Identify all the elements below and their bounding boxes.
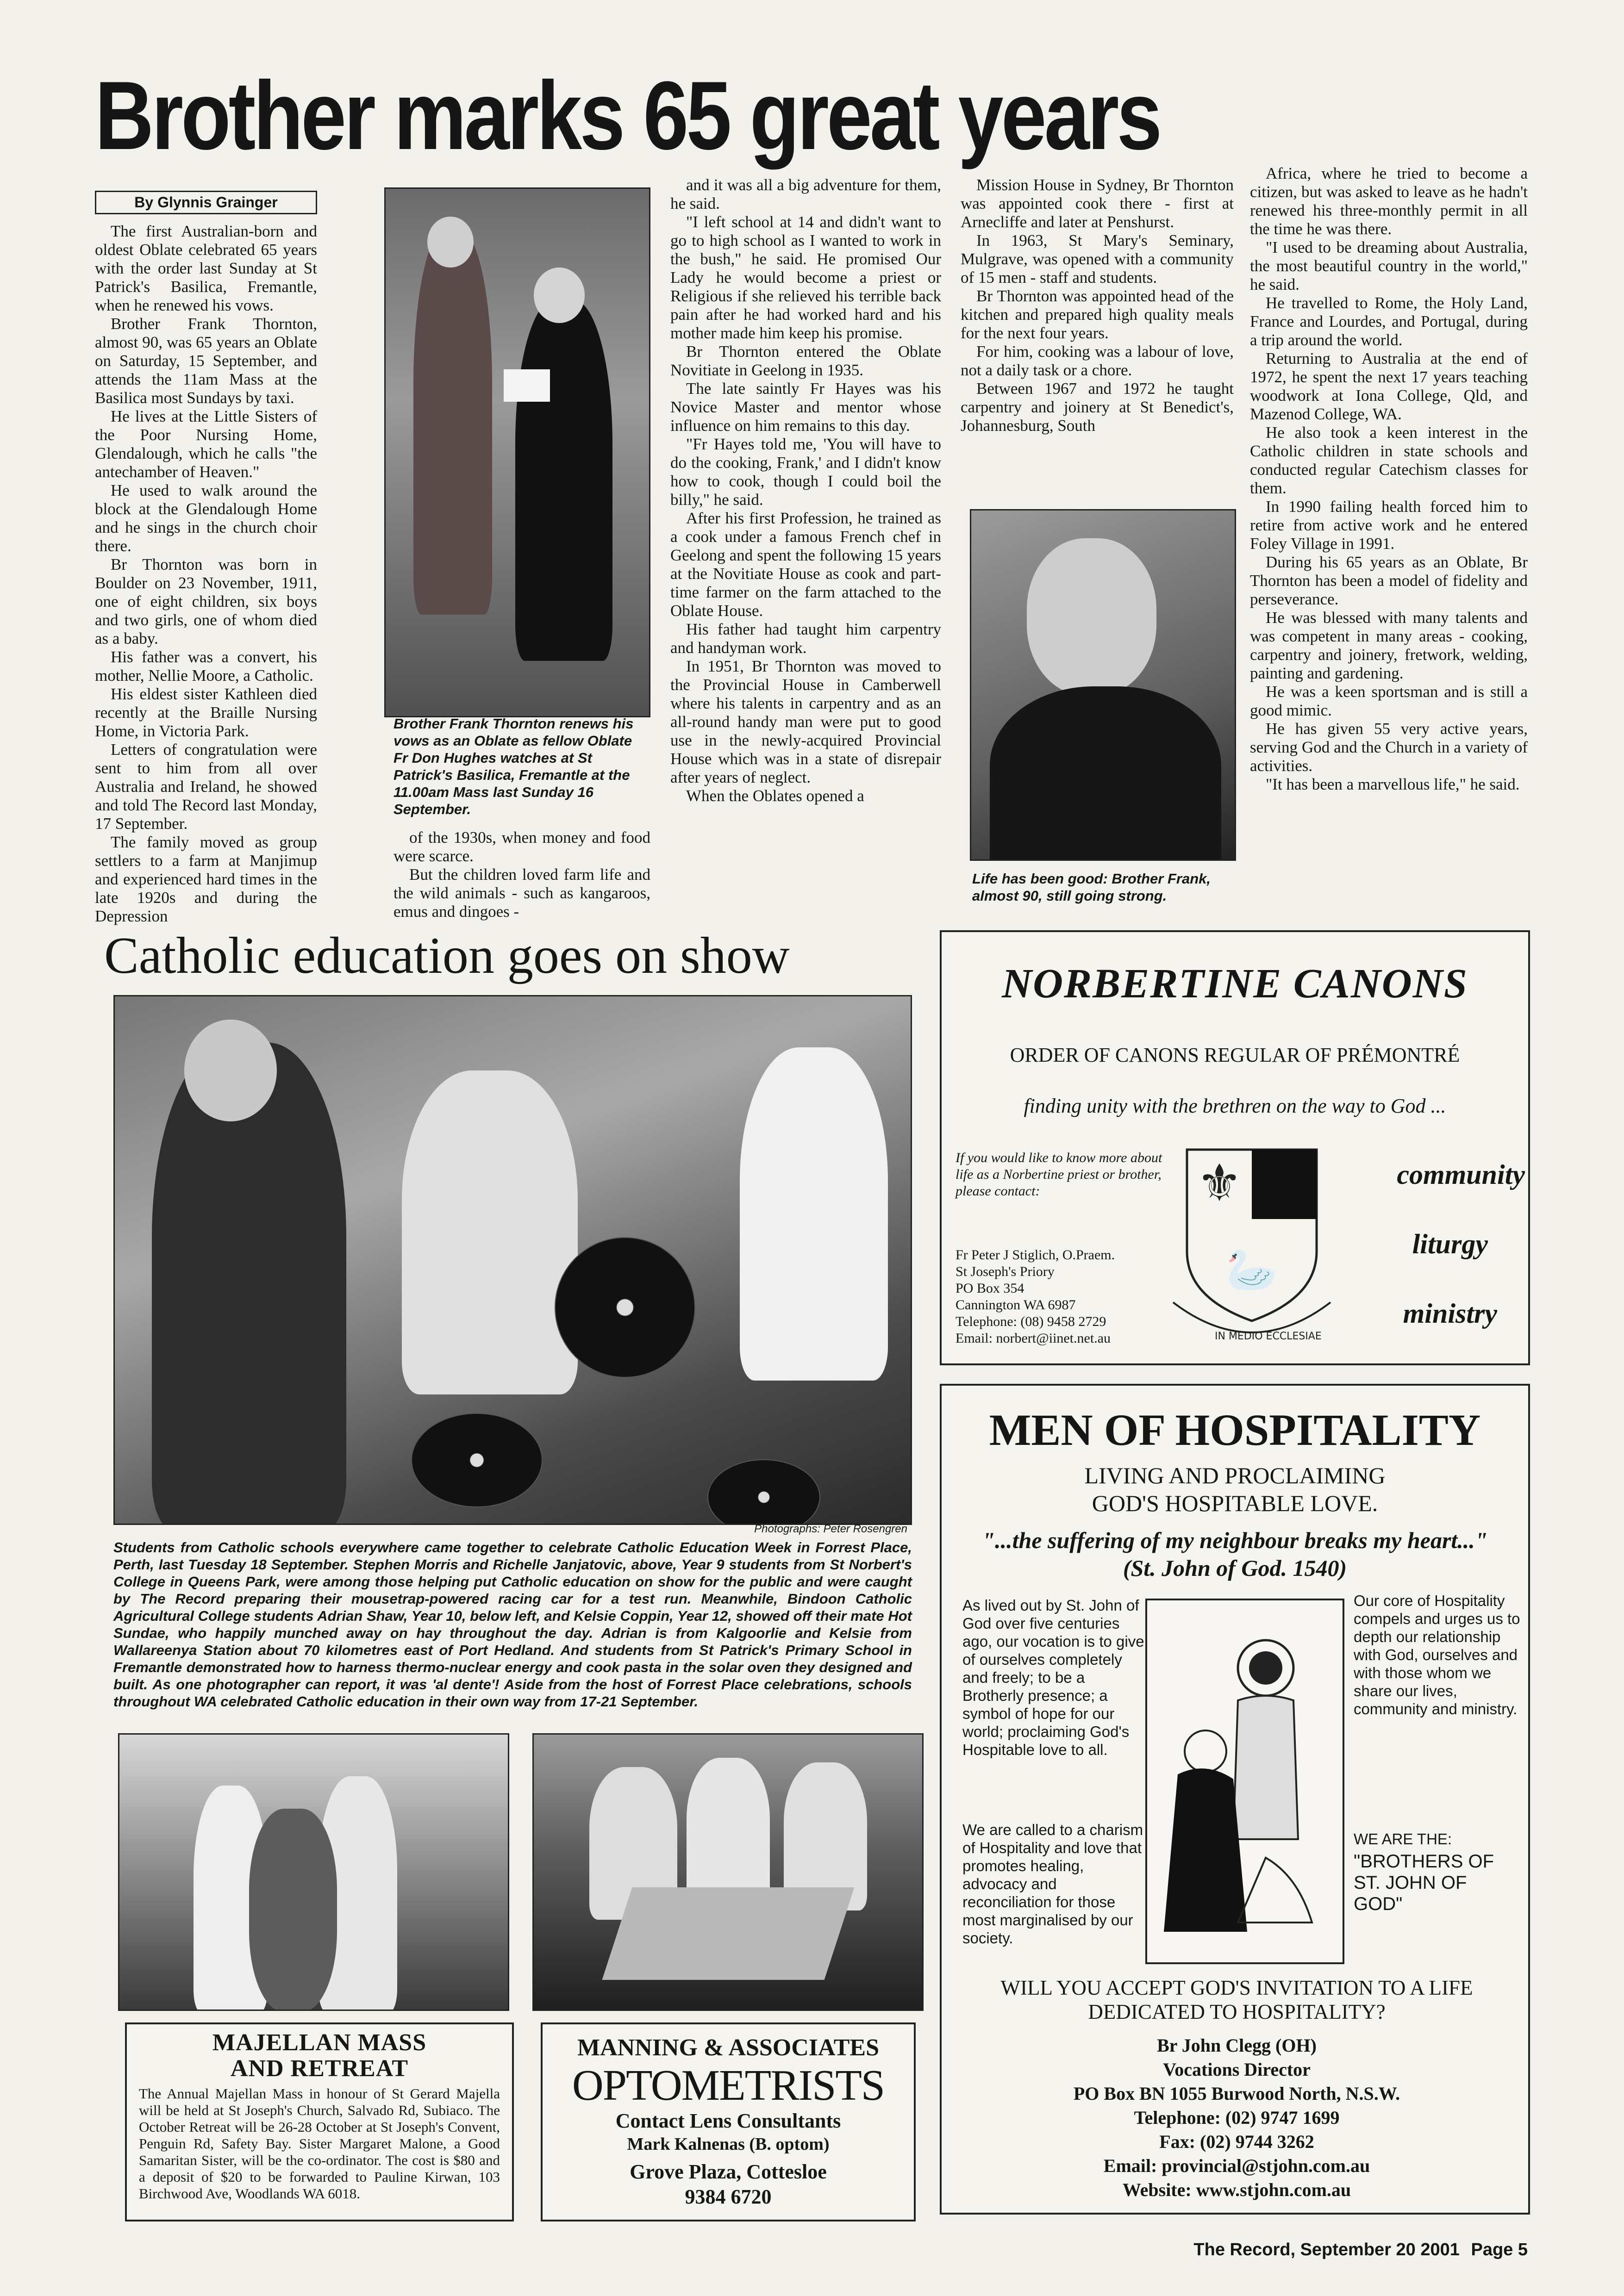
paragraph: The family moved as group settlers to a farm at Manjimup and experienced hard times in the late 1920s and during the Depression <box>95 833 317 925</box>
st-john-of-god-icon <box>1145 1599 1344 1964</box>
paragraph: Br Thornton entered the Oblate Novitiate in Geelong in 1935. <box>670 342 941 379</box>
paragraph: His father was a convert, his mother, Nellie Moore, a Catholic. <box>95 648 317 684</box>
opt-line5: Grove Plaza, Cottesloe <box>630 2160 827 2183</box>
norbertine-word-community: community <box>1397 1159 1525 1190</box>
paragraph: He was blessed with many talents and was competent in many areas - cooking, carpentry and joinery, fretwork, welding, painting and gardening. <box>1250 609 1528 682</box>
opt-line4: Mark Kalnenas (B. optom) <box>627 2134 830 2154</box>
paragraph: But the children loved farm life and the wild animals - such as kangaroos, emus and dingoes - <box>394 865 650 921</box>
majellan-title-1: MAJELLAN MASS <box>212 2029 427 2056</box>
paragraph: Returning to Australia at the end of 1972, he spent the next 17 years teaching woodwork at Iona College, Qld, and Mazenod College, WA. <box>1250 349 1528 423</box>
majellan-title-2: AND RETREAT <box>230 2055 409 2082</box>
article-col2 <box>394 828 650 921</box>
paragraph: The late saintly Fr Hayes was his Novice Master and mentor whose influence on him remains to this day. <box>670 380 941 435</box>
hospitality-subtitle1: LIVING AND PROCLAIMING <box>1084 1462 1386 1488</box>
paragraph: After his first Profession, he trained as a cook under a famous French chef in Geelong and spent the following 15 years at the Novitiate House as cook and part-time farmer on the farm attached to the Oblate House. <box>670 509 941 620</box>
contact-line: Fax: (02) 9744 3262 <box>1159 2131 1314 2152</box>
optometrists-ad <box>541 2022 916 2221</box>
contact-line: Email: provincial@stjohn.com.au <box>1103 2155 1370 2176</box>
paragraph: "It has been a marvellous life," he said. <box>1266 775 1520 793</box>
opt-line2: OPTOMETRISTS <box>572 2061 885 2109</box>
norbertine-title: NORBERTINE CANONS <box>1002 961 1468 1007</box>
paragraph: Between 1967 and 1972 he taught carpentry and joinery at St Benedict's, Johannesburg, South <box>961 380 1234 435</box>
photo-solar-oven <box>532 1733 924 2011</box>
contact-line: Cannington WA 6987 <box>956 1297 1076 1313</box>
opt-line6: 9384 6720 <box>685 2185 772 2208</box>
photo-mousetrap-car <box>113 995 912 1525</box>
contact-line: Telephone: (02) 9747 1699 <box>1134 2107 1340 2128</box>
contact-line: PO Box 354 <box>956 1281 1024 1296</box>
byline: By Glynnis Grainger <box>95 191 317 214</box>
education-caption: Students from Catholic schools everywhere came together to celebrate Catholic Education Week in Forrest Place, Perth, last Tuesday 18 September. Stephen Morris and Richelle Janjatovic, above, Year 9 students from St Norbert's College in Queens Park, were among those helping put Catholic education on show for the public and were caught by The Record preparing their mousetrap-powered racing car for a test run. Meanwhile, Bindoon Catholic Agricultural College students Adrian Shaw, Year 10, below left, and Kelsie Coppin, Year 12, showed off their mate Hot Sundae, who happily munched away on hay throughout the day. Adrian is from Kalgoorlie and Kelsie from Wallareenya Station about 70 kilometres east of Port Hedland. And students from St Patrick's Primary School in Fremantle demonstrated how to harness thermo-nuclear energy and cook pasta in the solar oven they designed and built. As one photographer can report, it was 'al dente'! Aside from the host of Forrest Place celebrations, schools throughout WA celebrated Catholic education in their own way from 17-21 September. <box>113 1539 912 1710</box>
paragraph: He travelled to Rome, the Holy Land, France and Lourdes, and Portugal, during a trip around the world. <box>1250 294 1528 349</box>
norbertine-ad <box>940 930 1530 1365</box>
education-headline: Catholic education goes on show <box>104 927 790 984</box>
contact-line: Vocations Director <box>1163 2059 1311 2080</box>
hospitality-subtitle2: GOD'S HOSPITABLE LOVE. <box>1092 1490 1378 1516</box>
majellan-body: The Annual Majellan Mass in honour of St Gerard Majella will be held at St Joseph's Church, Salvado Rd, Subiaco. The October Retreat will be 26-28 October at St Joseph's Convent, Penguin Rd, Safety Bay. Sister Margaret Malone, a Good Samaritan Sister, will be the co-ordinator. The cost is $80 and a deposit of $20 to be forwarded to Pauline Kirwan, 103 Birchwood Ave, Woodlands WA 6018. <box>139 2085 500 2202</box>
opt-line1: MANNING & ASSOCIATES <box>577 2035 880 2061</box>
contact-line: Br John Clegg (OH) <box>1157 2035 1317 2056</box>
hospitality-ad <box>940 1384 1530 2215</box>
contact-line: PO Box BN 1055 Burwood North, N.S.W. <box>1073 2083 1400 2104</box>
paragraph: Mission House in Sydney, Br Thornton was appointed cook there - first at Arnecliffe and later at Penshurst. <box>961 176 1234 231</box>
photo1-caption: Brother Frank Thornton renews his vows as an Oblate as fellow Oblate Fr Don Hughes watches at St Patrick's Basilica, Fremantle at the 11.00am Mass last Sunday 16 September. <box>394 716 634 817</box>
paragraph: Brother Frank Thornton, almost 90, was 65 years an Oblate on Saturday, 15 September, and attends the 11am Mass at the Basilica most Sundays by taxi. <box>95 315 317 407</box>
hospitality-contact <box>956 2034 1518 2202</box>
headline: Brother marks 65 great years <box>95 61 1160 170</box>
photo-horse <box>118 1733 509 2011</box>
paragraph: Africa, where he tried to become a citizen, but was asked to leave as he hadn't renewed his three-monthly permit in all the time he was there. <box>1250 164 1528 238</box>
hospitality-right3: "BROTHERS OF ST. JOHN OF GOD" <box>1354 1851 1494 1914</box>
photo2-caption: Life has been good: Brother Frank, almost 90, still going strong. <box>972 871 1211 904</box>
paragraph: "I left school at 14 and didn't want to go to high school as I wanted to work in the bush," he said. He promised Our Lady he would become a priest or Religious if she relieved his terrible back pain after he had worked hard and his mother made him keep his promise. <box>670 213 941 342</box>
norbertine-word-ministry: ministry <box>1403 1298 1497 1329</box>
page-footer <box>1157 2240 1528 2260</box>
paragraph: The first Australian-born and oldest Oblate celebrated 65 years with the order last Sunday at St Patrick's Basilica, Fremantle, when he renewed his vows. <box>95 222 317 314</box>
opt-line3: Contact Lens Consultants <box>615 2109 841 2132</box>
hospitality-quote-source: (St. John of God. 1540) <box>1123 1555 1347 1581</box>
norbertine-contact <box>956 1247 1168 1347</box>
hospitality-quote: "...the suffering of my neighbour breaks my heart..." <box>982 1527 1488 1553</box>
paragraph: and it was all a big adventure for them, he said. <box>670 176 941 212</box>
contact-line: Website: www.stjohn.com.au <box>1122 2179 1351 2200</box>
paragraph: He used to walk around the block at the Glendalough Home and he sings in the church choir there. <box>95 481 317 555</box>
paragraph: of the 1930s, when money and food were scarce. <box>394 828 650 865</box>
paragraph: In 1990 failing health forced him to retire from active work and he entered Foley Village in 1991. <box>1250 498 1528 553</box>
article-col5 <box>1250 164 1528 794</box>
hospitality-left1: As lived out by St. John of God over five centuries ago, our vocation is to give of ourselves completely and freely; to be a Brotherly presence; a symbol of hope for our world; proclaiming God's Hospitable love to all. <box>962 1597 1144 1758</box>
article-col1 <box>95 222 317 926</box>
norbertine-tagline: finding unity with the brethren on the way to God ... <box>1024 1095 1446 1117</box>
paragraph: Br Thornton was born in Boulder on 23 November, 1911, one of eight children, six boys and two girls, one of whom died as a baby. <box>95 555 317 647</box>
hospitality-right2: WE ARE THE: <box>1354 1830 1452 1848</box>
paragraph: In 1963, St Mary's Seminary, Mulgrave, was opened with a community of 15 men - staff and students. <box>961 231 1234 286</box>
page-number: Page 5 <box>1471 2240 1528 2259</box>
paragraph: His eldest sister Kathleen died recently at the Braille Nursing Home, in Victoria Park. <box>95 685 317 740</box>
contact-line: Telephone: (08) 9458 2729 <box>956 1314 1106 1329</box>
paragraph: In 1951, Br Thornton was moved to the Provincial House in Camberwell where his talents in carpentry and as an all-round handy man were put to good use in the newly-acquired Provincial House which was in a state of disrepair after years of neglect. <box>670 657 941 786</box>
hospitality-left2: We are called to a charism of Hospitality and love that promotes healing, advocacy and reconciliation for those most marginalised by our society. <box>962 1821 1143 1947</box>
paragraph: Letters of congratulation were sent to him from all over Australia and Ireland, he showed and told The Record last Monday, 17 September. <box>95 740 317 833</box>
paragraph: "Fr Hayes told me, 'You will have to do the cooking, Frank,' and I didn't know how to cook, though I could boil the billy," he said. <box>670 435 941 509</box>
paragraph: Br Thornton was appointed head of the kitchen and prepared high quality meals for the next four years. <box>961 287 1234 342</box>
hospitality-right1: Our core of Hospitality compels and urges us to depth our relationship with God, ourselves and with those whom we share our lives, community and ministry. <box>1354 1592 1520 1717</box>
photo-credit: Photographs: Peter Rosengren <box>754 1523 907 1535</box>
paragraph: He also took a keen interest in the Catholic children in state schools and conducted regular Catechism classes for them. <box>1250 423 1528 497</box>
article-col3 <box>670 176 941 805</box>
photo-brother-frank <box>970 509 1236 861</box>
paragraph: He was a keen sportsman and is still a good mimic. <box>1250 683 1528 719</box>
footer-text: The Record, September 20 2001 <box>1193 2240 1460 2259</box>
article-col4 <box>961 176 1234 435</box>
paragraph: During his 65 years as an Oblate, Br Thornton has been a model of fidelity and perseverance. <box>1250 553 1528 608</box>
contact-line: Fr Peter J Stiglich, O.Praem. <box>956 1247 1115 1263</box>
paragraph: "I used to be dreaming about Australia, the most beautiful country in the world," he said. <box>1250 238 1528 293</box>
norbertine-word-liturgy: liturgy <box>1412 1229 1488 1259</box>
hospitality-invite: WILL YOU ACCEPT GOD'S INVITATION TO A LIFE DEDICATED TO HOSPITALITY? <box>1000 1976 1473 2023</box>
norbertine-subtitle: ORDER OF CANONS REGULAR OF PRÉMONTRÉ <box>1010 1044 1460 1066</box>
photo-vow-renewal <box>384 187 650 717</box>
contact-line: St Joseph's Priory <box>956 1264 1055 1279</box>
norbertine-crest-icon <box>1164 1145 1340 1358</box>
crest-motto: IN MEDIO ECCLESIAE <box>1215 1331 1322 1342</box>
paragraph: He has given 55 very active years, serving God and the Church in a variety of activities. <box>1250 720 1528 775</box>
paragraph: His father had taught him carpentry and handyman work. <box>670 620 941 657</box>
norbertine-intro: If you would like to know more about life as a Norbertine priest or brother, please contact: <box>956 1150 1162 1199</box>
hospitality-title: MEN OF HOSPITALITY <box>989 1405 1481 1455</box>
paragraph: When the Oblates opened a <box>686 787 864 805</box>
paragraph: For him, cooking was a labour of love, not a daily task or a chore. <box>961 342 1234 379</box>
svg-text:🦢: 🦢 <box>1225 1245 1278 1294</box>
svg-text:⚜: ⚜ <box>1196 1153 1243 1213</box>
contact-line: Email: norbert@iinet.net.au <box>956 1331 1111 1346</box>
majellan-ad <box>125 2022 514 2221</box>
paragraph: He lives at the Little Sisters of the Poor Nursing Home, Glendalough, which he calls "the antechamber of Heaven." <box>95 407 317 481</box>
